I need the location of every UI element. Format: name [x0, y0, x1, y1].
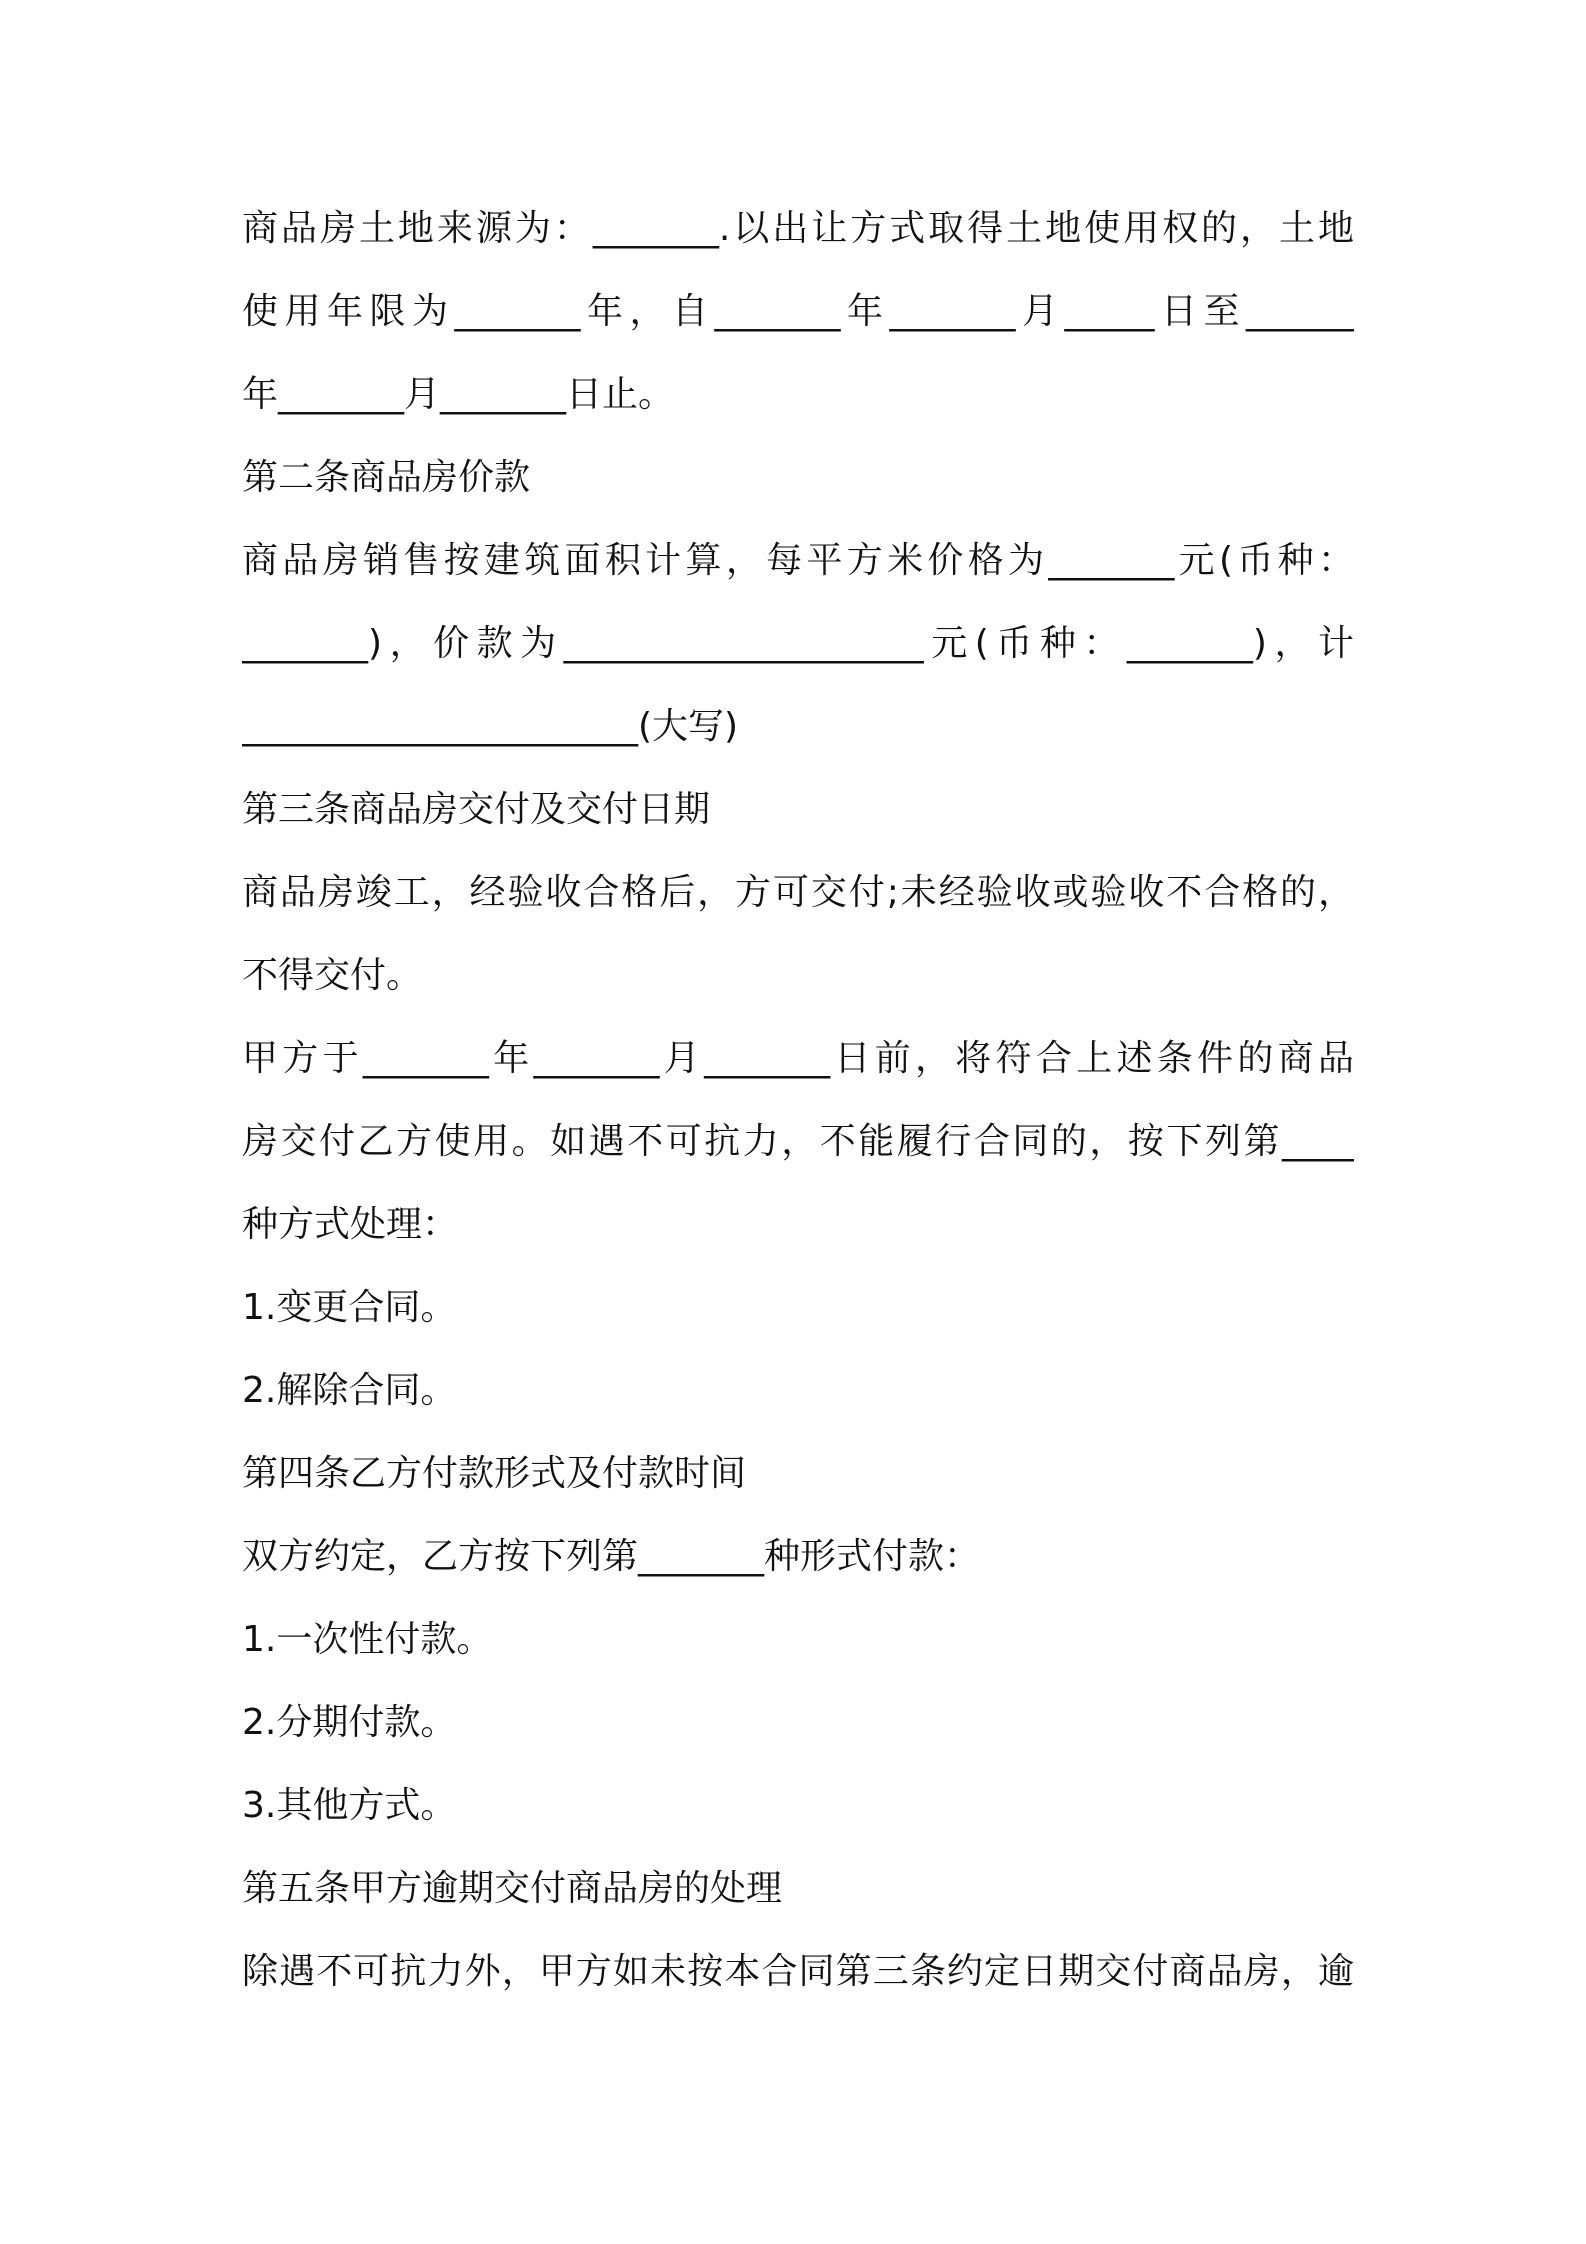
- land-term-end-line: 年_______月_______日止。: [242, 374, 675, 415]
- option-change-contract: 1.变更合同。: [242, 1287, 457, 1328]
- article-5-heading: 第五条甲方逾期交付商品房的处理: [242, 1868, 783, 1909]
- article-4-heading: 第四条乙方付款形式及付款时间: [242, 1453, 747, 1494]
- delivery-line-2: 不得交付。: [242, 955, 423, 996]
- option-terminate-contract: 2.解除合同。: [242, 1370, 457, 1411]
- article-2-heading: 第二条商品房价款: [242, 457, 531, 498]
- delivery-date-line: 甲方于_______年_______月_______日前，将符合上述条件的商品: [242, 1038, 1354, 1079]
- land-term-line: 使用年限为_______年，自_______年_______月_____日至______: [242, 291, 1354, 332]
- article-3-heading: 第三条商品房交付及交付日期: [242, 789, 711, 830]
- payment-option-lump-sum: 1.一次性付款。: [242, 1619, 493, 1660]
- force-majeure-method-line: 种方式处理：: [242, 1204, 459, 1245]
- price-line-2: _______)，价款为____________________元(币种：_______)，计: [242, 623, 1354, 664]
- land-source-line: 商品房土地来源为：_______.以出让方式取得土地使用权的，土地: [242, 208, 1354, 249]
- payment-method-line: 双方约定，乙方按下列第_______种形式付款：: [242, 1536, 981, 1577]
- late-delivery-line: 除遇不可抗力外，甲方如未按本合同第三条约定日期交付商品房，逾: [242, 1951, 1354, 1992]
- force-majeure-line: 房交付乙方使用。如遇不可抗力，不能履行合同的，按下列第____: [242, 1121, 1354, 1162]
- price-line-3: ______________________(大写): [242, 706, 739, 747]
- payment-option-other: 3.其他方式。: [242, 1785, 457, 1826]
- delivery-line-1: 商品房竣工，经验收合格后，方可交付;未经验收或验收不合格的，: [242, 872, 1354, 913]
- price-line-1: 商品房销售按建筑面积计算，每平方米价格为_______元(币种：: [242, 540, 1354, 581]
- payment-option-installments: 2.分期付款。: [242, 1702, 457, 1743]
